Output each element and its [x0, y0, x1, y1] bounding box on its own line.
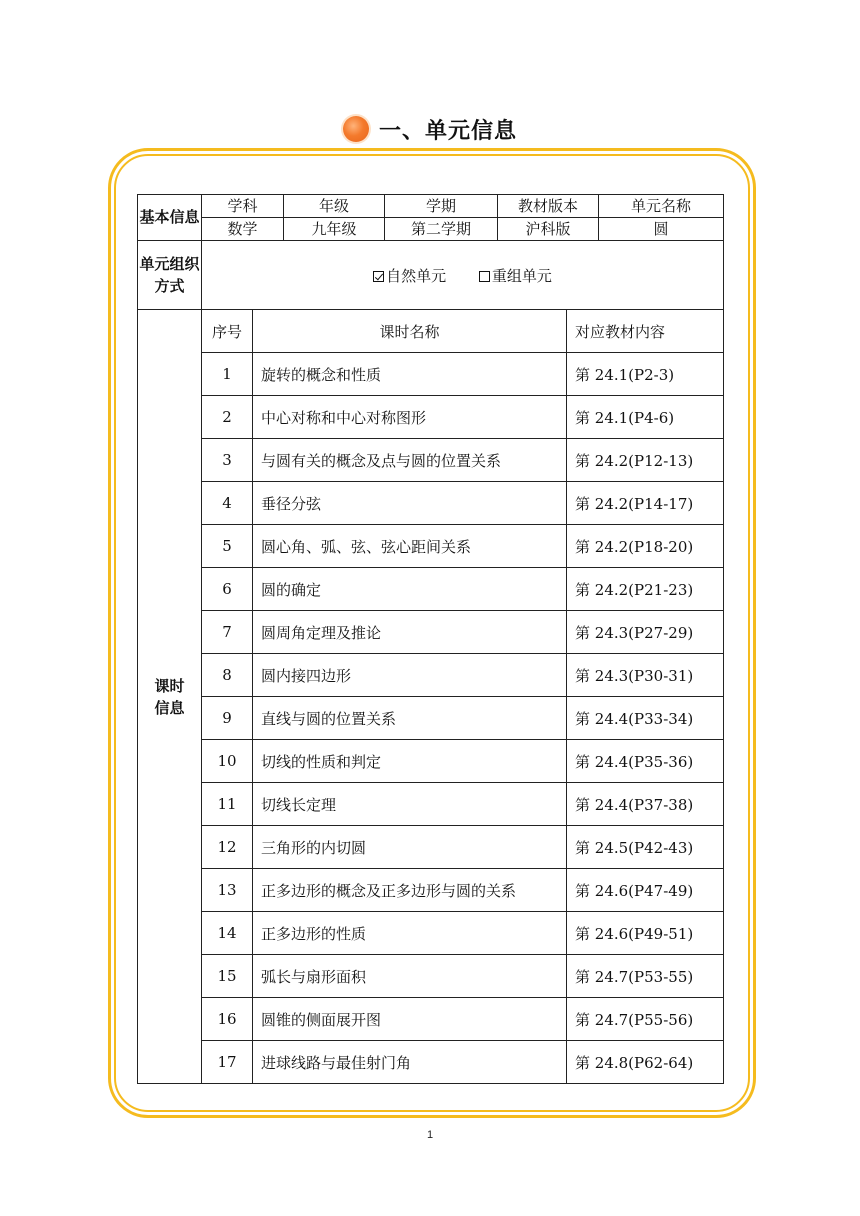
lesson-name: 中心对称和中心对称图形	[253, 396, 567, 439]
unit-org-options	[202, 241, 724, 310]
lesson-name: 弧长与扇形面积	[253, 955, 567, 998]
lesson-header-no: 序号	[202, 310, 253, 353]
table-row	[138, 1041, 724, 1084]
table-row	[138, 353, 724, 396]
section-heading	[0, 112, 860, 146]
lesson-name: 圆心角、弧、弦、弦心距间关系	[253, 525, 567, 568]
basic-header-textbook: 教材版本	[498, 195, 599, 218]
unit-org-label: 单元组织方式	[138, 241, 202, 310]
table-row	[138, 568, 724, 611]
lesson-info-label: 课时信息	[138, 310, 202, 1084]
table-row	[138, 482, 724, 525]
lesson-no: 17	[202, 1041, 253, 1084]
lesson-name: 直线与圆的位置关系	[253, 697, 567, 740]
lesson-no: 15	[202, 955, 253, 998]
table-row	[138, 439, 724, 482]
lesson-no: 14	[202, 912, 253, 955]
natural-unit-option[interactable]	[373, 267, 446, 285]
lesson-no: 4	[202, 482, 253, 525]
lesson-header-row	[138, 310, 724, 353]
table-row	[138, 396, 724, 439]
lesson-no: 3	[202, 439, 253, 482]
lesson-content: 第 24.6(P49-51)	[567, 912, 724, 955]
lesson-name: 圆周角定理及推论	[253, 611, 567, 654]
lesson-content: 第 24.2(P18-20)	[567, 525, 724, 568]
lesson-no: 9	[202, 697, 253, 740]
lesson-no: 13	[202, 869, 253, 912]
orange-bullet-icon	[343, 116, 369, 142]
lesson-name: 圆的确定	[253, 568, 567, 611]
basic-info-header-row	[138, 195, 724, 218]
lesson-name: 切线长定理	[253, 783, 567, 826]
lesson-no: 5	[202, 525, 253, 568]
basic-value-unit-name: 圆	[599, 218, 724, 241]
lesson-no: 7	[202, 611, 253, 654]
basic-value-grade: 九年级	[284, 218, 385, 241]
lesson-content: 第 24.1(P4-6)	[567, 396, 724, 439]
table-row	[138, 697, 724, 740]
table-row	[138, 783, 724, 826]
basic-value-term: 第二学期	[385, 218, 498, 241]
lesson-name: 圆锥的侧面展开图	[253, 998, 567, 1041]
checked-box-icon[interactable]	[373, 271, 384, 282]
lesson-content: 第 24.2(P14-17)	[567, 482, 724, 525]
table-row	[138, 525, 724, 568]
basic-info-label: 基本信息	[138, 195, 202, 241]
section-title: 一、单元信息	[378, 118, 517, 144]
lesson-content: 第 24.8(P62-64)	[567, 1041, 724, 1084]
basic-info-value-row	[138, 218, 724, 241]
basic-value-textbook: 沪科版	[498, 218, 599, 241]
lesson-header-content: 对应教材内容	[567, 310, 724, 353]
basic-header-subject: 学科	[202, 195, 284, 218]
basic-header-grade: 年级	[284, 195, 385, 218]
regroup-unit-label: 重组单元	[491, 266, 552, 285]
table-row	[138, 869, 724, 912]
lesson-name: 进球线路与最佳射门角	[253, 1041, 567, 1084]
basic-value-subject: 数学	[202, 218, 284, 241]
lesson-name: 正多边形的概念及正多边形与圆的关系	[253, 869, 567, 912]
table-row	[138, 740, 724, 783]
natural-unit-label: 自然单元	[386, 266, 447, 285]
basic-header-unit-name: 单元名称	[599, 195, 724, 218]
lesson-content: 第 24.4(P35-36)	[567, 740, 724, 783]
table-row	[138, 654, 724, 697]
lesson-content: 第 24.2(P12-13)	[567, 439, 724, 482]
lesson-content: 第 24.1(P2-3)	[567, 353, 724, 396]
lesson-name: 垂径分弦	[253, 482, 567, 525]
lesson-header-name: 课时名称	[253, 310, 567, 353]
lesson-name: 圆内接四边形	[253, 654, 567, 697]
table-row	[138, 826, 724, 869]
lesson-no: 8	[202, 654, 253, 697]
lesson-no: 11	[202, 783, 253, 826]
table-row	[138, 611, 724, 654]
lesson-no: 12	[202, 826, 253, 869]
lesson-no: 10	[202, 740, 253, 783]
lesson-content: 第 24.4(P33-34)	[567, 697, 724, 740]
lesson-content: 第 24.3(P30-31)	[567, 654, 724, 697]
basic-header-term: 学期	[385, 195, 498, 218]
table-row	[138, 912, 724, 955]
regroup-unit-option[interactable]	[479, 267, 552, 285]
unit-org-row	[138, 241, 724, 310]
lesson-content: 第 24.5(P42-43)	[567, 826, 724, 869]
lesson-no: 16	[202, 998, 253, 1041]
lesson-content: 第 24.7(P55-56)	[567, 998, 724, 1041]
page-number: 1	[426, 1129, 434, 1141]
table-row	[138, 955, 724, 998]
unit-info-table	[137, 194, 724, 1084]
lesson-content: 第 24.7(P53-55)	[567, 955, 724, 998]
unchecked-box-icon[interactable]	[479, 271, 490, 282]
lesson-name: 切线的性质和判定	[253, 740, 567, 783]
table-row	[138, 998, 724, 1041]
lesson-name: 三角形的内切圆	[253, 826, 567, 869]
lesson-name: 与圆有关的概念及点与圆的位置关系	[253, 439, 567, 482]
lesson-name: 正多边形的性质	[253, 912, 567, 955]
lesson-name: 旋转的概念和性质	[253, 353, 567, 396]
lesson-content: 第 24.6(P47-49)	[567, 869, 724, 912]
lesson-no: 6	[202, 568, 253, 611]
lesson-no: 1	[202, 353, 253, 396]
lesson-content: 第 24.2(P21-23)	[567, 568, 724, 611]
lesson-content: 第 24.3(P27-29)	[567, 611, 724, 654]
lesson-content: 第 24.4(P37-38)	[567, 783, 724, 826]
lesson-no: 2	[202, 396, 253, 439]
